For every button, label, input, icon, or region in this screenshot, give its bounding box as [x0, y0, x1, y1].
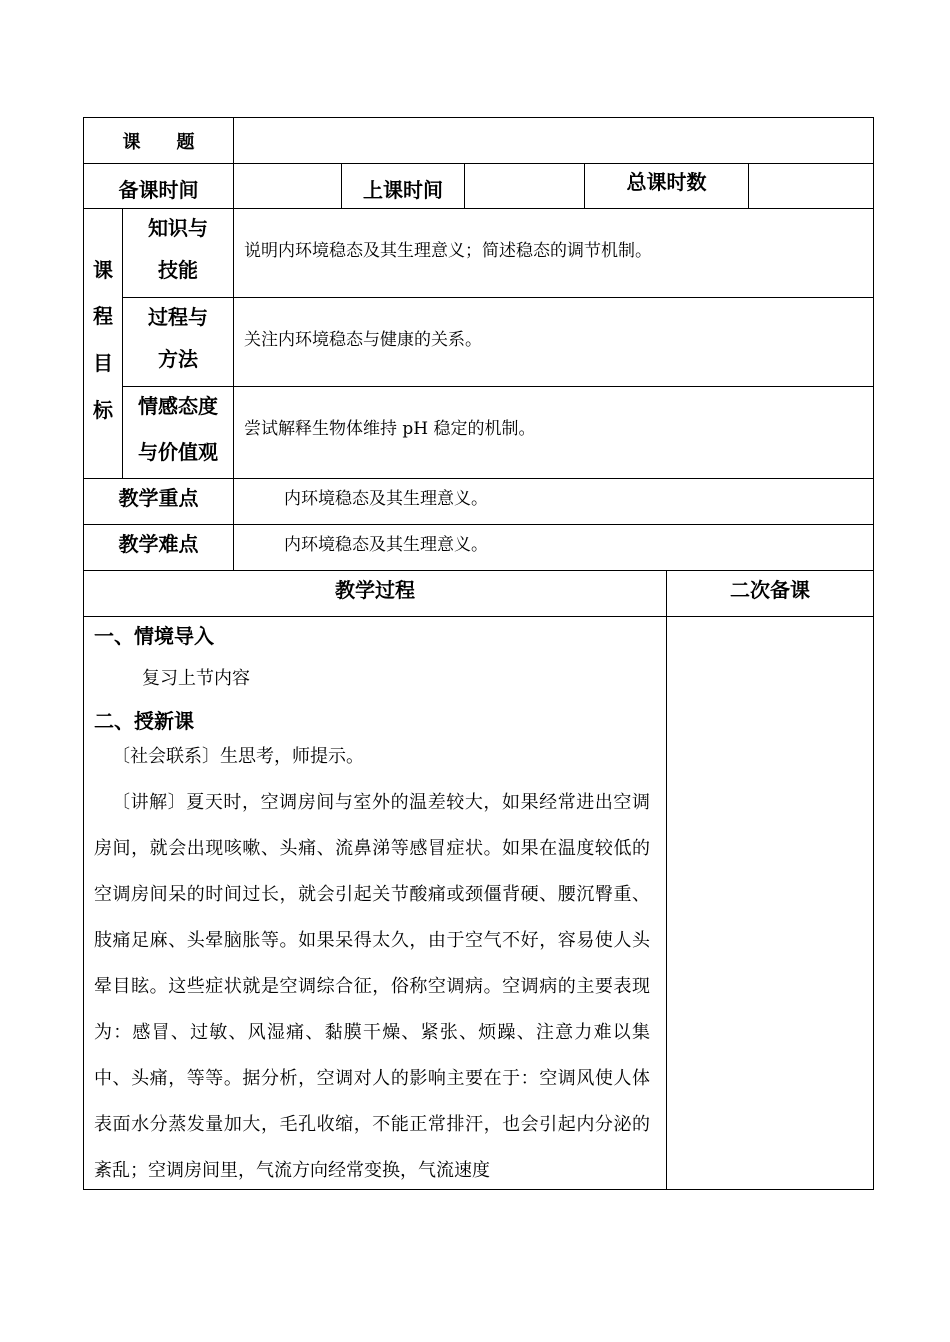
process-header: 教学过程 [335, 578, 415, 602]
row-divider [83, 208, 874, 209]
total-hours-label: 总课时数 [626, 170, 707, 194]
topic-value[interactable] [234, 118, 873, 163]
secondary-prep-area[interactable] [667, 617, 873, 1189]
difficulty-content: 内环境稳态及其生理意义。 [284, 535, 488, 555]
section-title: 一、情境导入 [94, 624, 214, 648]
objective-content: 尝试解释生物体维持 pH 稳定的机制。 [244, 419, 536, 439]
section-text: 复习上节内容 [142, 668, 250, 689]
objective-label-line2: 技能 [158, 258, 198, 282]
row-divider [122, 297, 874, 298]
prep-time-label: 备课时间 [118, 178, 199, 202]
class-time-label: 上课时间 [363, 178, 443, 202]
objective-label-line2: 方法 [158, 347, 198, 371]
objectives-side-char: 课 [93, 258, 113, 282]
table-border-right [873, 117, 874, 1190]
secondary-prep-header: 二次备课 [730, 578, 810, 602]
objectives-side-char: 目 [93, 351, 113, 375]
prep-time-value[interactable] [234, 164, 341, 208]
row-divider [122, 386, 874, 387]
key-point-content: 内环境稳态及其生理意义。 [284, 489, 488, 509]
row-divider [83, 570, 874, 571]
section-title: 二、授新课 [94, 709, 194, 733]
row-divider [83, 524, 874, 525]
objective-content: 关注内环境稳态与健康的关系。 [244, 330, 482, 350]
difficulty-label: 教学难点 [118, 532, 199, 556]
objective-content: 说明内环境稳态及其生理意义；简述稳态的调节机制。 [244, 241, 652, 261]
topic-label: 课 题 [122, 132, 195, 153]
lesson-body [94, 734, 650, 1194]
objectives-side-char: 标 [93, 398, 113, 422]
objective-label-line2: 与价值观 [138, 440, 218, 464]
objectives-side-char: 程 [93, 304, 113, 328]
objective-label-line1: 知识与 [148, 216, 208, 240]
key-point-label: 教学重点 [118, 486, 199, 510]
lecture-paragraph: 〔讲解〕夏天时，空调房间与室外的温差较大，如果经常进出空调房间，就会出现咳嗽、头痛、流鼻涕等感冒症状。如果在温度较低的空调房间呆的时间过长，就会引起关节酸痛或颈僵背硬、腰沉臀重、肢痛足麻、头晕脑胀等。如果呆得太久，由于空气不好，容易使人头晕目眩。这些症状就是空调综合征，俗称空调病。空调病的主要表现为：感冒、过敏、风湿痛、黏膜干燥、紧张、烦躁、注意力难以集中、头痛，等等。据分析，空调对人的影响主要在于：空调风使人体表面水分蒸发量加大，毛孔收缩，不能正常排汗，也会引起内分泌的紊乱；空调房间里，气流方向经常变换，气流速度 [94, 792, 650, 1181]
class-time-value[interactable] [465, 164, 584, 208]
social-link-paragraph: 〔社会联系〕生思考，师提示。 [112, 746, 364, 767]
objective-label-line1: 情感态度 [138, 394, 218, 418]
total-hours-value[interactable] [749, 164, 873, 208]
row-divider [83, 478, 874, 479]
objective-label-line1: 过程与 [148, 305, 208, 329]
